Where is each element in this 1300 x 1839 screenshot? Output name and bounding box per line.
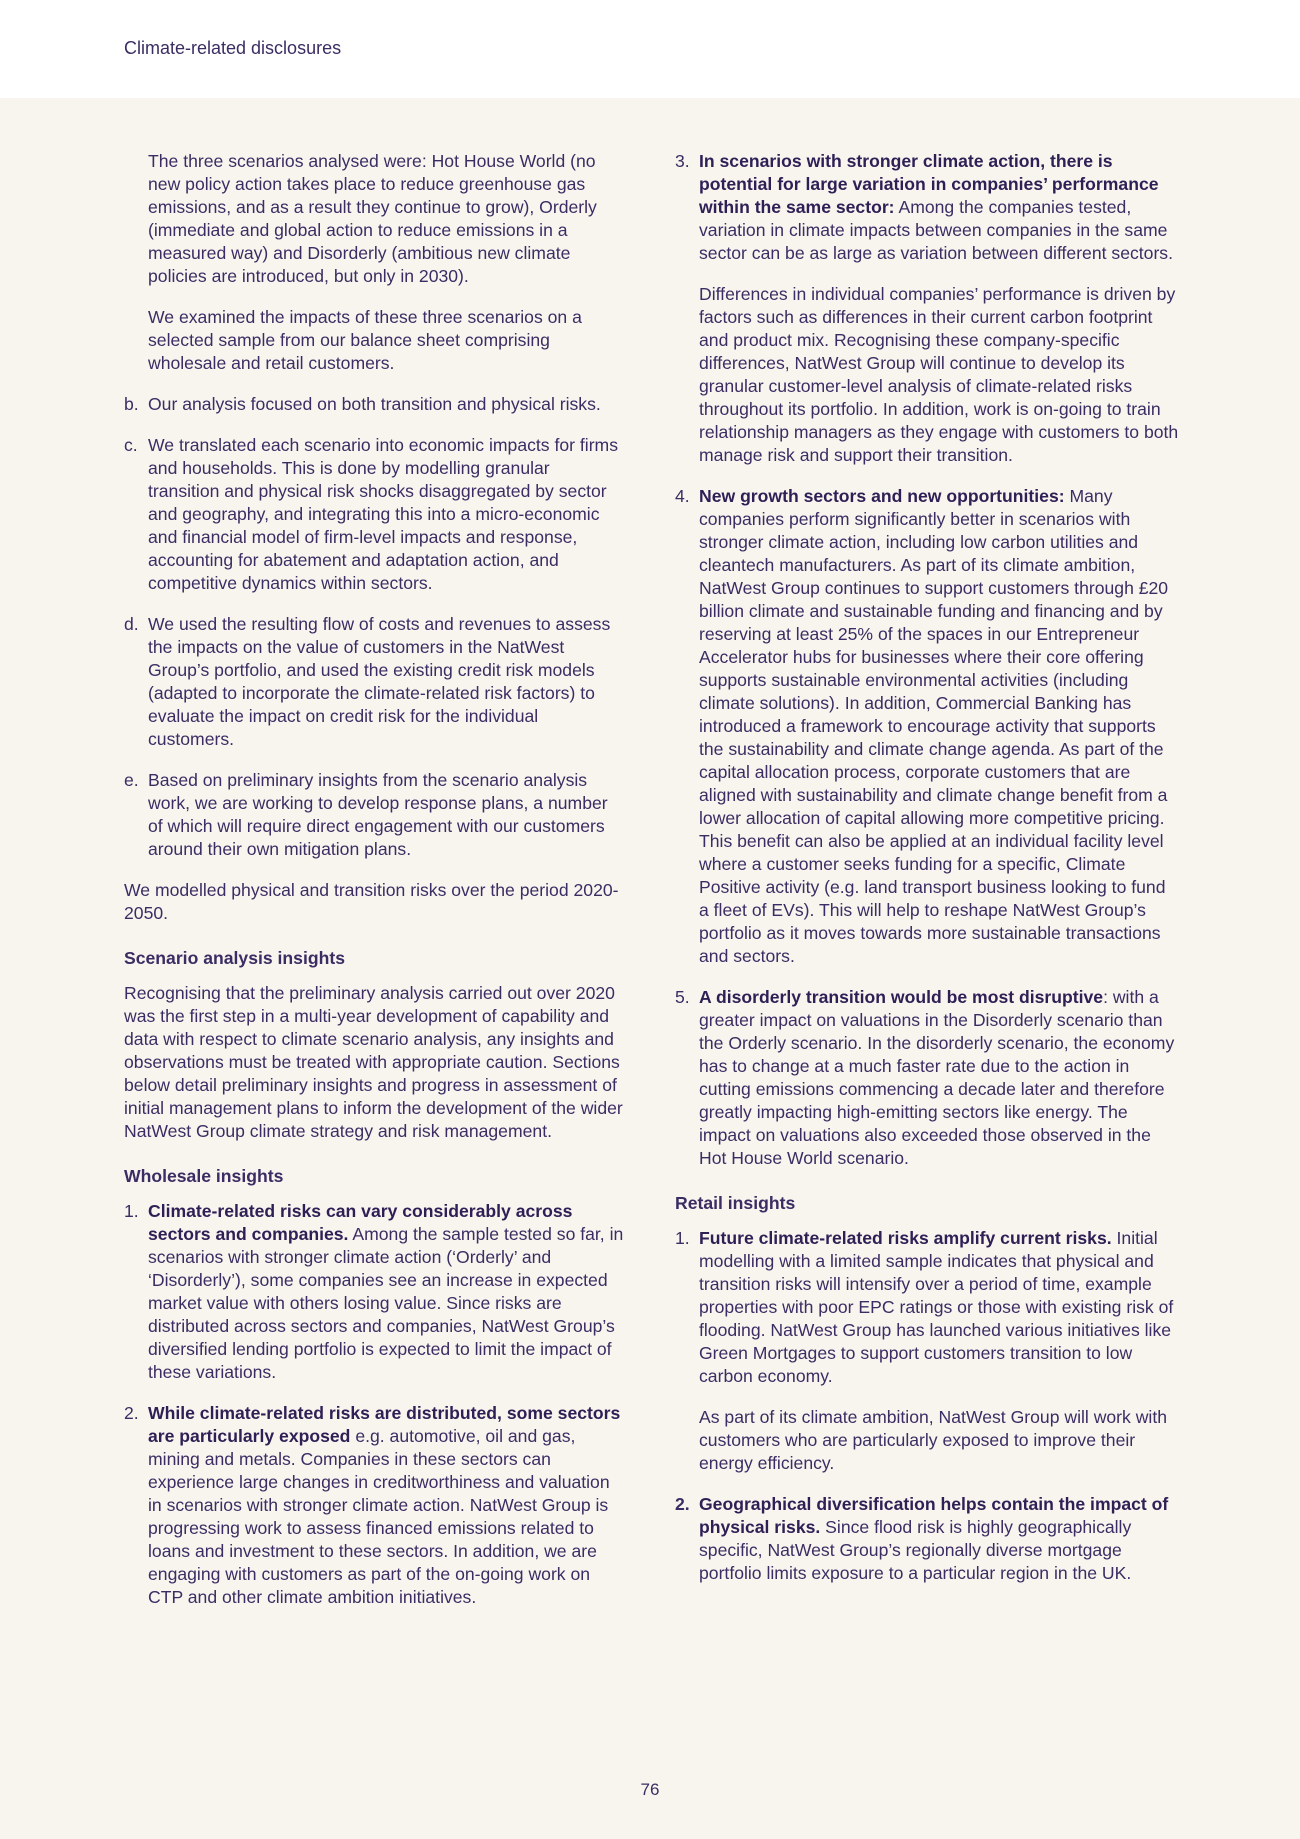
list-item-body: : with a greater impact on valuations in the Disorderly scenario than the Orderly scenario. In the disorderly scenario, the economy has to change at a much faster rate due to the action in cutting emissions commencing a decade later and therefore greatly impacting high-emitting sectors like energy. The impact on valuations also exceeded those observed in the Hot House World scenario.	[699, 987, 1175, 1168]
wholesale-insights-heading: Wholesale insights	[124, 1166, 284, 1186]
list-marker: 5.	[675, 987, 690, 1007]
list-item	[124, 393, 624, 416]
scenarios-paragraph: The three scenarios analysed were: Hot House World (no new policy action takes place to reduce greenhouse gas emissions, and as a result they continue to grow), Orderly (immediate and global action to reduce emissions in a measured way) and Disorderly (ambitious new climate policies are introduced, but only in 2030).	[148, 151, 597, 286]
scenario-insights-paragraph: Recognising that the preliminary analysis carried out over 2020 was the first step in a multi-year development of capability and data with respect to climate scenario analysis, any insights and observations must be treated with appropriate caution. Sections below detail preliminary insights and progress in assessment of initial management plans to inform the development of the wider NatWest Group climate strategy and risk management.	[124, 983, 623, 1141]
list-item	[675, 485, 1180, 968]
list-item	[675, 1227, 1180, 1475]
page-number: 76	[640, 1780, 660, 1799]
list-item-body: Many companies perform significantly better in scenarios with stronger climate action, including low carbon utilities and cleantech manufacturers. As part of its climate ambition, NatWest Group continues to support customers through £20 billion climate and sustainable funding and financing and by reserving at least 25% of the spaces in our Entrepreneur Accelerator hubs for businesses where their core offering supports sustainable environmental activities (including climate solutions). In addition, Commercial Banking has introduced a framework to encourage activity that supports the sustainability and climate change agenda. As part of the capital allocation process, corporate customers that are aligned with sustainability and climate change benefit from a lower allocation of capital allowing more competitive pricing. This benefit can also be applied at an individual facility level where a customer seeks funding for a specific, Climate Positive activity (e.g. land transport business looking to fund a fleet of EVs). This will help to reshape NatWest Group’s portfolio as it moves towards more sustainable transactions and sectors.	[699, 486, 1169, 966]
list-item-extra: As part of its climate ambition, NatWest Group will work with customers who are particularly exposed to improve their energy efficiency.	[699, 1407, 1168, 1473]
list-item-lead: A disorderly transition would be most disruptive	[699, 987, 1104, 1007]
list-item	[675, 1493, 1180, 1585]
list-marker: 3.	[675, 151, 690, 171]
sample-paragraph: We examined the impacts of these three scenarios on a selected sample from our balance sheet comprising wholesale and retail customers.	[148, 307, 582, 373]
list-item	[124, 769, 624, 861]
left-column	[124, 150, 624, 1627]
list-item-body: Among the companies tested, variation in climate impacts between companies in the same sector can be as large as variation between different sectors.	[699, 197, 1173, 263]
list-marker: e.	[124, 770, 139, 790]
scenario-insights-heading: Scenario analysis insights	[124, 948, 345, 968]
list-item-lead: Climate-related risks can vary considerably across sectors and companies.	[148, 1201, 573, 1244]
section-title: Climate-related disclosures	[124, 38, 342, 58]
list-item-body: Initial modelling with a limited sample indicates that physical and transition risks will intensify over a period of time, example properties with poor EPC ratings or those with existing risk of flooding. NatWest Group has launched various initiatives like Green Mortgages to support customers transition to low carbon economy.	[699, 1228, 1174, 1386]
list-item-text: Based on preliminary insights from the scenario analysis work, we are working to develop response plans, a number of which will require direct engagement with our customers around their own mitigation plans.	[148, 770, 608, 859]
list-item-extra: Differences in individual companies’ performance is driven by factors such as differences in their current carbon footprint and product mix. Recognising these company-specific differences, NatWest Group will continue to develop its granular customer-level analysis of climate-related risks throughout its portfolio. In addition, work is on-going to train relationship managers as they engage with customers to both manage risk and support their transition.	[699, 284, 1179, 465]
list-item-body: Since flood risk is highly geographically specific, NatWest Group’s regionally diverse mortgage portfolio limits exposure to a particular region in the UK.	[699, 1517, 1132, 1583]
list-item-text	[148, 1402, 624, 1609]
list-item	[675, 986, 1180, 1170]
list-marker: 1.	[124, 1201, 139, 1221]
list-item-body: Among the sample tested so far, in scenarios with stronger climate action (‘Orderly’ and ‘Disorderly’), some companies see an increase in expected market value with others losing value. Since risks are distributed across sectors and companies, NatWest Group’s diversified lending portfolio is expected to limit the impact of these variations.	[148, 1224, 624, 1382]
list-item	[124, 1402, 624, 1609]
list-item-lead: Geographical diversification helps contain the impact of physical risks.	[699, 1494, 1169, 1537]
list-item	[675, 150, 1180, 467]
list-marker: 1.	[675, 1228, 690, 1248]
modelled-paragraph: We modelled physical and transition risks over the period 2020-2050.	[124, 880, 619, 923]
page-header	[0, 0, 1300, 98]
list-item-lead: Future climate-related risks amplify current risks.	[699, 1228, 1112, 1248]
list-item-text: We translated each scenario into economic impacts for firms and households. This is done by modelling granular transition and physical risk shocks disaggregated by sector and geography, and integrating this into a micro-economic and financial model of firm-level impacts and response, accounting for abatement and adaptation action, and competitive dynamics within sectors.	[148, 435, 619, 593]
list-item-text	[148, 1200, 624, 1384]
list-item	[124, 434, 624, 595]
list-item-text	[699, 986, 1180, 1170]
list-item-text	[699, 1227, 1180, 1475]
right-column	[675, 150, 1180, 1603]
list-item-text: We used the resulting flow of costs and revenues to assess the impacts on the value of customers in the NatWest Group’s portfolio, and used the existing credit risk models (adapted to incorporate the climate-related risk factors) to evaluate the impact on credit risk for the individual customers.	[148, 614, 611, 749]
list-item-lead: In scenarios with stronger climate action, there is potential for large variation in companies’ performance within the same sector:	[699, 151, 1159, 217]
list-item-body: e.g. automotive, oil and gas, mining and metals. Companies in these sectors can experience large changes in creditworthiness and valuation in scenarios with stronger climate action. NatWest Group is progressing work to assess financed emissions related to loans and investment to these sectors. In addition, we are engaging with customers as part of the on-going work on CTP and other climate ambition initiatives.	[148, 1426, 610, 1607]
list-item-text	[699, 485, 1180, 968]
list-item-lead: New growth sectors and new opportunities:	[699, 486, 1065, 506]
list-item	[124, 1200, 624, 1384]
list-marker: d.	[124, 614, 139, 634]
list-item-text: Our analysis focused on both transition and physical risks.	[148, 394, 601, 414]
list-item-lead: While climate-related risks are distributed, some sectors are particularly exposed	[148, 1403, 621, 1446]
list-item-text	[699, 1493, 1180, 1585]
list-marker: b.	[124, 394, 139, 414]
list-item-text	[699, 150, 1180, 467]
list-marker: 4.	[675, 486, 690, 506]
list-item	[124, 613, 624, 751]
list-marker: 2.	[124, 1403, 139, 1423]
list-marker: c.	[124, 435, 138, 455]
list-marker: 2.	[675, 1494, 690, 1514]
retail-insights-heading: Retail insights	[675, 1193, 796, 1213]
